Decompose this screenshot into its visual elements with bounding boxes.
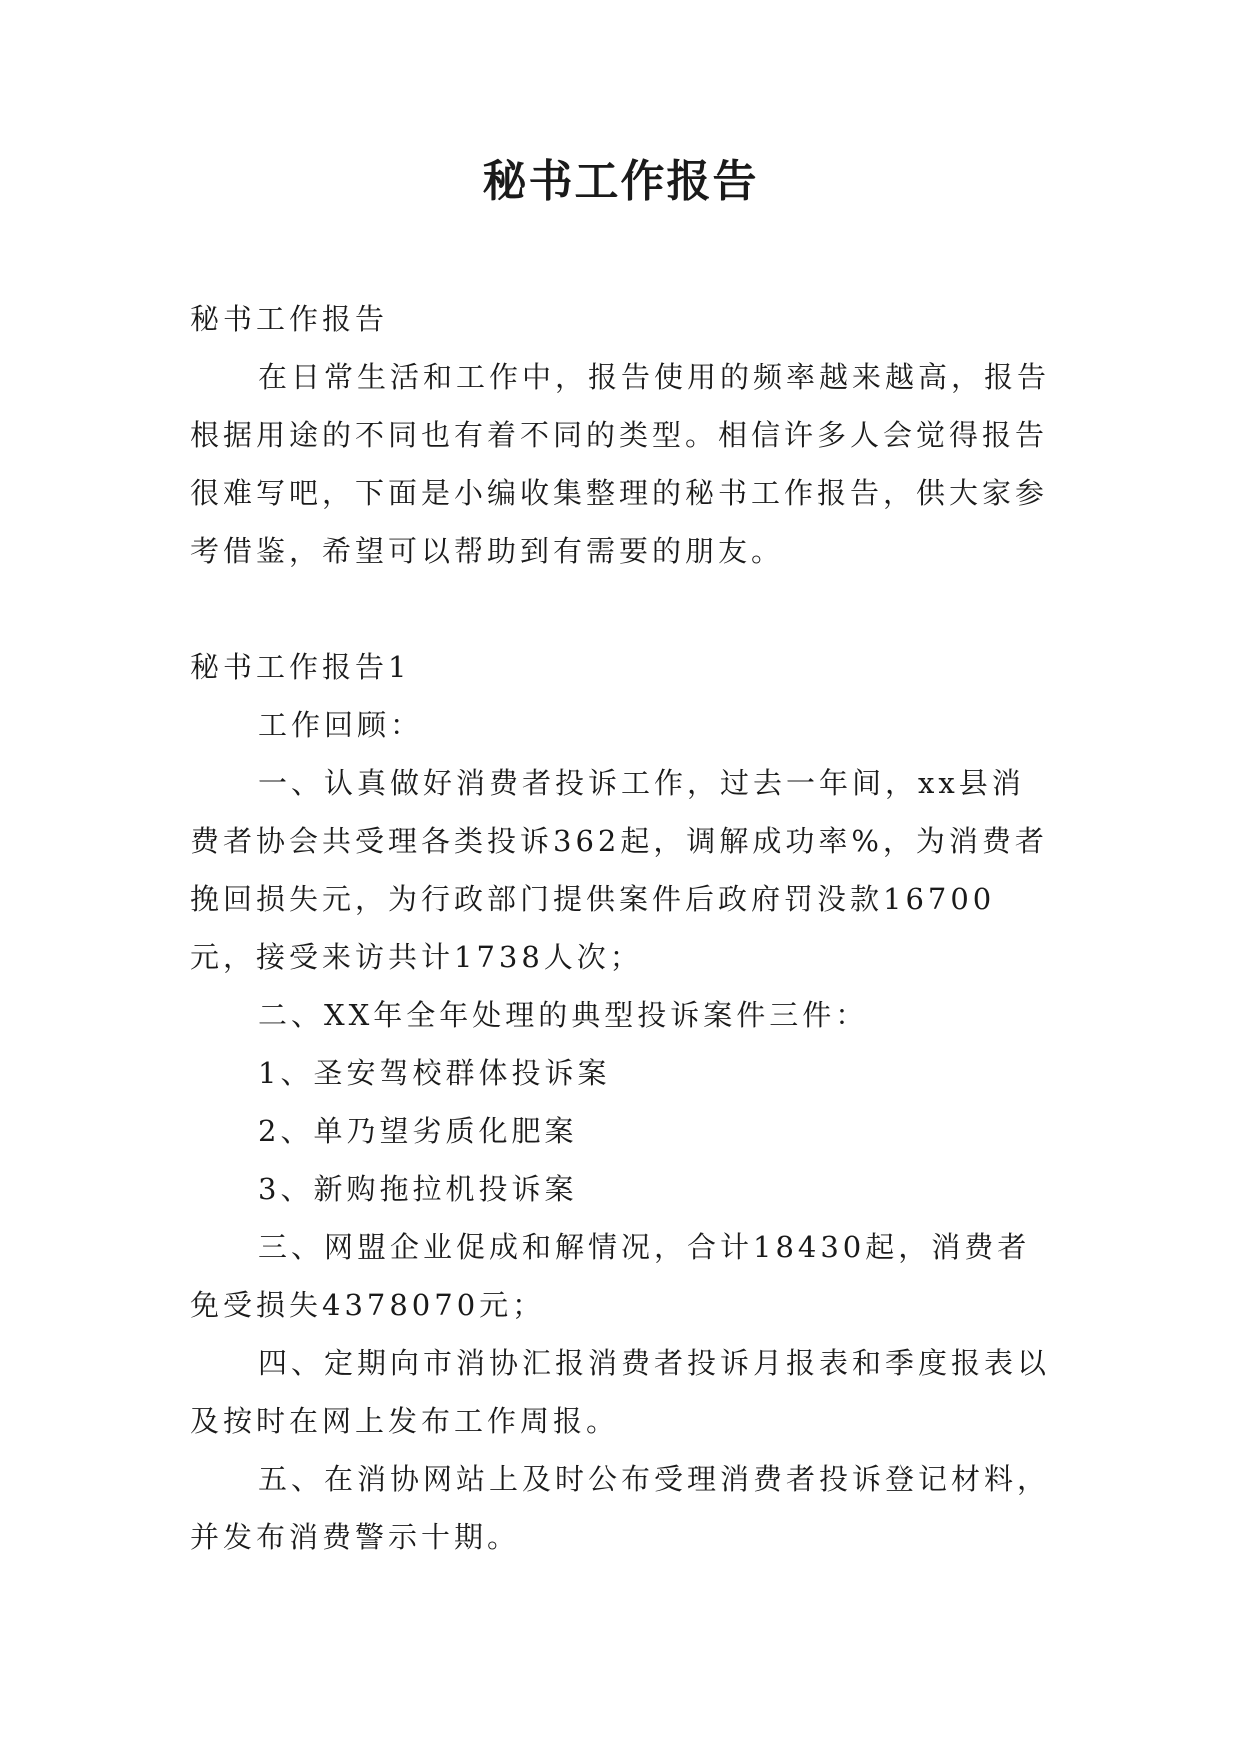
intro-paragraph: 在日常生活和工作中，报告使用的频率越来越高，报告根据用途的不同也有着不同的类型。相信许多人会觉得报告很难写吧，下面是小编收集整理的秘书工作报告，供大家参考借鉴，希望可以帮助到有需要的朋友。 xyxy=(190,360,1051,568)
item-4-paragraph: 四、定期向市消协汇报消费者投诉月报表和季度报表以及按时在网上发布工作周报。 xyxy=(190,1346,1051,1438)
document-body xyxy=(190,290,1050,1566)
section-1-heading: 秘书工作报告1 xyxy=(190,650,411,684)
case-3: 3、新购拖拉机投诉案 xyxy=(258,1172,578,1206)
item-1-paragraph: 一、认真做好消费者投诉工作，过去一年间，xx县消费者协会共受理各类投诉362起，调解成功率%，为消费者挽回损失元，为行政部门提供案件后政府罚没款16700元，接受来访共计1738人次； xyxy=(190,766,1048,974)
subtitle: 秘书工作报告 xyxy=(190,302,389,336)
paragraph-gap xyxy=(190,580,1050,638)
item-2-paragraph: 二、XX年全年处理的典型投诉案件三件： xyxy=(258,998,869,1032)
item-5-paragraph: 五、在消协网站上及时公布受理消费者投诉登记材料，并发布消费警示十期。 xyxy=(190,1462,1051,1554)
case-1: 1、圣安驾校群体投诉案 xyxy=(258,1056,611,1090)
review-heading: 工作回顾： xyxy=(258,708,424,742)
item-3-paragraph: 三、网盟企业促成和解情况，合计18430起，消费者免受损失4378070元； xyxy=(190,1230,1031,1322)
document-title: 秘书工作报告 xyxy=(482,156,759,207)
case-2: 2、单乃望劣质化肥案 xyxy=(258,1114,578,1148)
